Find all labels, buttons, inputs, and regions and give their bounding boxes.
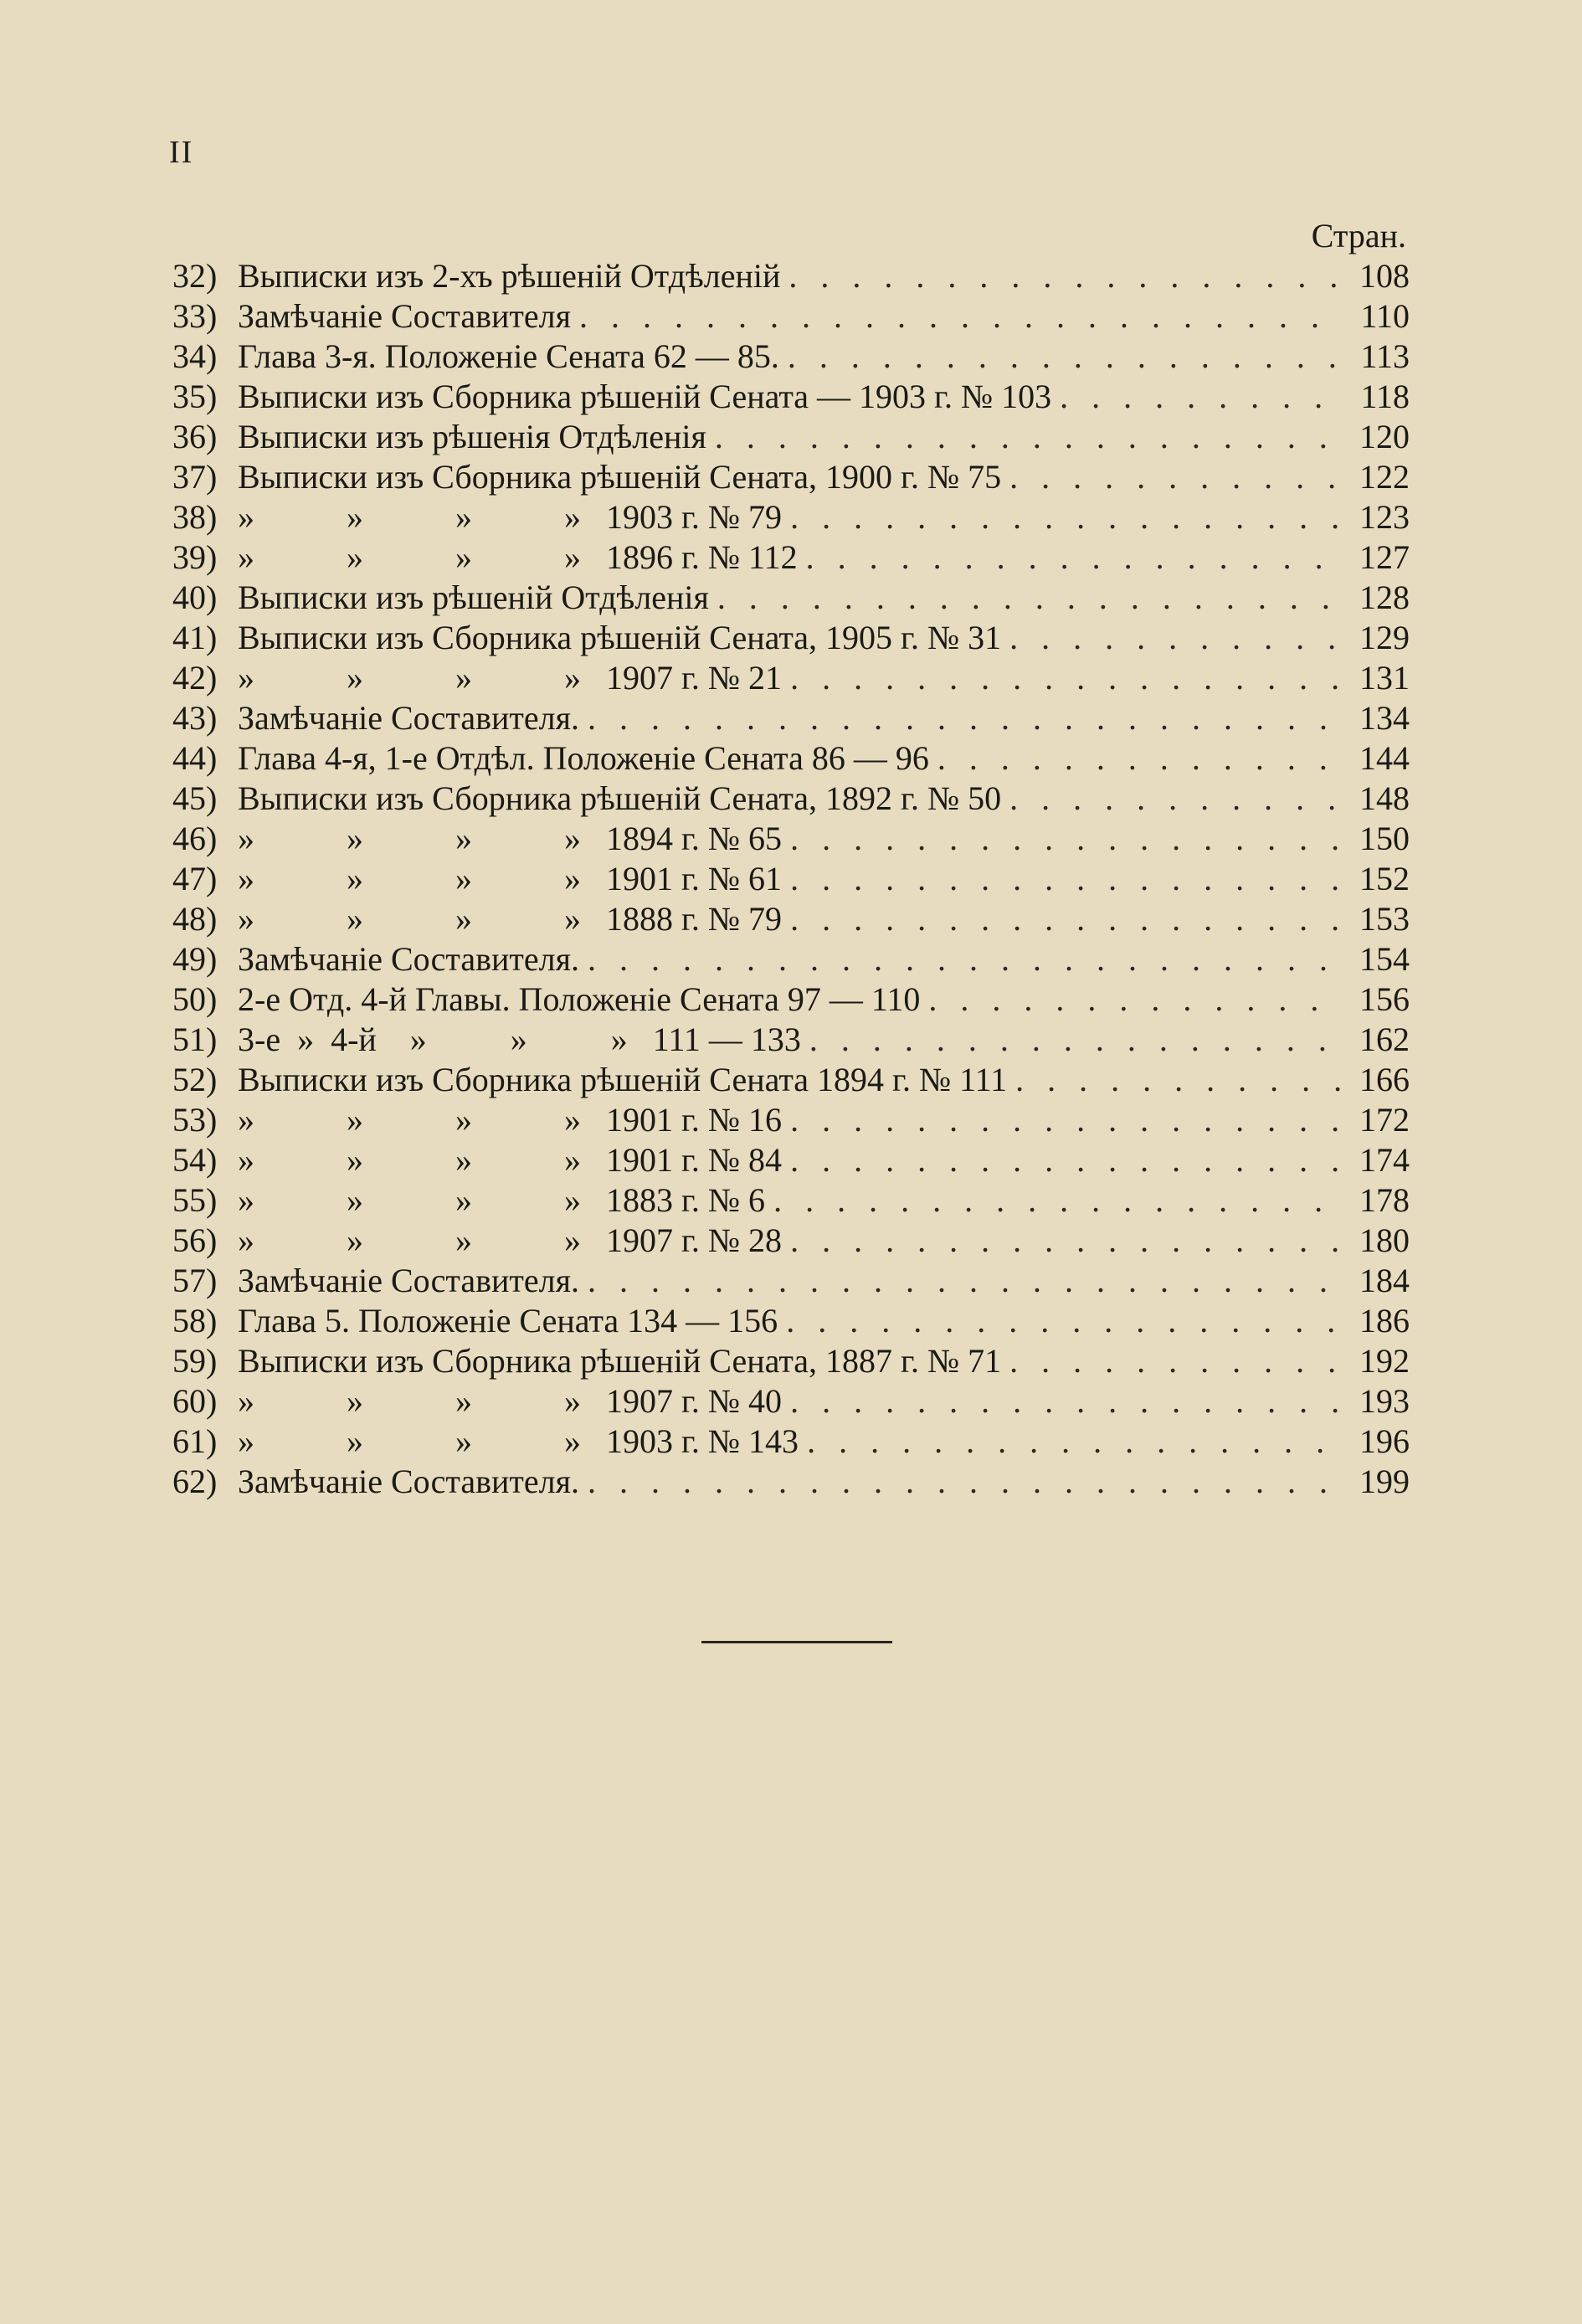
toc-dot-leader: [809, 1020, 1341, 1060]
toc-entry-title: Выписки изъ Сборника рѣшеній Сената — 1903 г. № 103: [238, 378, 1052, 415]
toc-entry-title: » » » » 1901 г. № 61: [238, 860, 783, 897]
toc-entry: [172, 899, 1410, 939]
toc-dot-leader: [790, 899, 1341, 939]
toc-entry-page: 199: [1359, 1463, 1410, 1500]
toc-entry-title: Выписки изъ Сборника рѣшеній Сената, 1892 г. № 50: [238, 779, 1002, 817]
toc-dot-leader: [790, 658, 1341, 698]
toc-entry: [172, 859, 1410, 899]
toc-dot-leader: [773, 1180, 1341, 1221]
toc-entry-title: » » » » 1894 г. № 65: [238, 820, 783, 857]
toc-dot-leader: [786, 1301, 1341, 1341]
toc-dot-leader: [588, 1261, 1341, 1301]
page-folio: II: [169, 135, 194, 170]
toc-dot-leader: [807, 1422, 1341, 1462]
toc-entry-title: » » » » 1901 г. № 84: [238, 1141, 783, 1179]
toc-entry-number: 49): [172, 940, 218, 978]
toc-entry-title: 2-е Отд. 4-й Главы. Положеніе Сената 97 — 110: [238, 980, 921, 1018]
toc-entry-number: 41): [172, 619, 218, 656]
toc-entry-number: 36): [172, 418, 218, 455]
toc-entry-title: Замѣчаніе Составителя: [238, 297, 572, 335]
toc-dot-leader: [928, 979, 1341, 1020]
toc-entry-title: Выписки изъ Сборника рѣшеній Сената, 1900 г. № 75: [238, 458, 1002, 496]
toc-entry-number: 35): [172, 378, 218, 415]
toc-dot-leader: [806, 537, 1341, 578]
toc-entry-number: 55): [172, 1181, 218, 1219]
toc-entry: [172, 698, 1410, 738]
toc-entry-number: 39): [172, 538, 218, 576]
toc-entry-number: 54): [172, 1141, 218, 1179]
toc-dot-leader: [1009, 618, 1341, 658]
toc-entry-page: 123: [1359, 498, 1410, 536]
toc-entry-title: » » » » 1888 г. № 79: [238, 900, 783, 938]
toc-entry-page: 118: [1360, 378, 1410, 415]
toc-entry-title: » » » » 1903 г. № 143: [238, 1422, 799, 1460]
toc-dot-leader: [588, 939, 1341, 979]
toc-entry: [172, 1301, 1410, 1341]
toc-entry-page: 134: [1359, 699, 1410, 737]
toc-entry-number: 61): [172, 1422, 218, 1460]
toc-entry-page: 152: [1359, 860, 1410, 897]
toc-entry-title: » » » » 1896 г. № 112: [238, 538, 798, 576]
toc-entry: [172, 1140, 1410, 1180]
toc-entry: [172, 417, 1410, 457]
toc-entry-page: 110: [1360, 297, 1410, 335]
toc-entry-number: 42): [172, 659, 218, 697]
toc-entry-number: 52): [172, 1061, 218, 1098]
toc-entry-number: 43): [172, 699, 218, 737]
toc-entry: [172, 1381, 1410, 1422]
toc-dot-leader: [790, 859, 1341, 899]
toc-entry-number: 62): [172, 1463, 218, 1500]
toc-entry-page: 186: [1359, 1302, 1410, 1339]
toc-entry-title: Выписки изъ Сборника рѣшеній Сената 1894 г. № 111: [238, 1061, 1008, 1098]
toc-entry-title: Выписки изъ рѣшенія Отдѣленія: [238, 418, 706, 455]
toc-entry: [172, 457, 1410, 497]
toc-entry: [172, 1462, 1410, 1502]
toc-entry-page: 196: [1359, 1422, 1410, 1460]
closing-rule: [701, 1641, 892, 1643]
toc-entry: [172, 979, 1410, 1020]
toc-entry-number: 32): [172, 257, 218, 295]
toc-dot-leader: [588, 698, 1341, 738]
toc-entry-title: Выписки изъ рѣшеній Отдѣленія: [238, 578, 709, 616]
toc-dot-leader: [788, 256, 1341, 296]
toc-entry-number: 40): [172, 578, 218, 616]
toc-entry-number: 57): [172, 1262, 218, 1299]
toc-dot-leader: [790, 1140, 1341, 1180]
toc-entry: [172, 256, 1410, 296]
toc-entry: [172, 939, 1410, 979]
toc-entry-title: Выписки изъ Сборника рѣшеній Сената, 1905 г. № 31: [238, 619, 1002, 656]
toc-entry-number: 33): [172, 297, 218, 335]
toc-entry-title: » » » » 1907 г. № 21: [238, 659, 783, 697]
toc-dot-leader: [715, 417, 1341, 457]
toc-entry-number: 45): [172, 779, 218, 817]
toc-entry-number: 38): [172, 498, 218, 536]
toc-entry: [172, 1422, 1410, 1462]
toc-entry-number: 53): [172, 1101, 218, 1139]
toc-entry-page: 154: [1359, 940, 1410, 978]
toc-entry-title: Глава 4-я, 1-е Отдѣл. Положеніе Сената 86 — 96: [238, 739, 929, 777]
toc-entry-page: 166: [1359, 1061, 1410, 1098]
toc-entry: [172, 819, 1410, 859]
toc-entry-page: 193: [1359, 1382, 1410, 1420]
toc-entry-title: Выписки изъ 2-хъ рѣшеній Отдѣленій: [238, 257, 781, 295]
toc-dot-leader: [1009, 1341, 1341, 1381]
toc-entry-title: » » » » 1903 г. № 79: [238, 498, 783, 536]
toc-entry-page: 178: [1359, 1181, 1410, 1219]
toc-entry-page: 108: [1359, 257, 1410, 295]
toc-dot-leader: [790, 497, 1341, 537]
toc-entry-number: 51): [172, 1021, 218, 1058]
toc-entry: [172, 1020, 1410, 1060]
toc-entry: [172, 578, 1410, 618]
toc-entry-page: 120: [1359, 418, 1410, 455]
toc-entry-title: » » » » 1901 г. № 16: [238, 1101, 783, 1139]
table-of-contents: [172, 256, 1410, 1502]
toc-entry: [172, 779, 1410, 819]
toc-dot-leader: [790, 1221, 1341, 1261]
toc-dot-leader: [1060, 377, 1341, 417]
toc-dot-leader: [1009, 779, 1341, 819]
toc-entry-title: Замѣчаніе Составителя.: [238, 1262, 580, 1299]
toc-entry-number: 60): [172, 1382, 218, 1420]
toc-entry: [172, 1341, 1410, 1381]
toc-entry-number: 37): [172, 458, 218, 496]
toc-entry-page: 174: [1359, 1141, 1410, 1179]
toc-dot-leader: [588, 1462, 1341, 1502]
toc-entry-number: 44): [172, 739, 218, 777]
toc-entry: [172, 618, 1410, 658]
toc-dot-leader: [937, 738, 1341, 779]
toc-entry-page: 129: [1359, 619, 1410, 656]
toc-dot-leader: [790, 1381, 1341, 1422]
toc-dot-leader: [717, 578, 1341, 618]
toc-entry-page: 172: [1359, 1101, 1410, 1139]
toc-entry-page: 192: [1359, 1342, 1410, 1380]
toc-entry-title: » » » » 1883 г. № 6: [238, 1181, 766, 1219]
toc-dot-leader: [579, 296, 1341, 337]
toc-entry-page: 180: [1359, 1221, 1410, 1259]
toc-entry: [172, 738, 1410, 779]
toc-entry-page: 113: [1360, 337, 1410, 375]
page-column-header: Стран.: [1311, 217, 1406, 255]
toc-entry: [172, 1180, 1410, 1221]
toc-entry-title: Выписки изъ Сборника рѣшеній Сената, 1887 г. № 71: [238, 1342, 1002, 1380]
toc-entry-title: 3-е » 4-й » » » 111 — 133: [238, 1021, 801, 1058]
toc-entry-number: 56): [172, 1221, 218, 1259]
toc-entry: [172, 1261, 1410, 1301]
toc-entry-title: » » » » 1907 г. № 28: [238, 1221, 783, 1259]
toc-entry-number: 59): [172, 1342, 218, 1380]
toc-entry: [172, 497, 1410, 537]
toc-entry-title: Глава 5. Положеніе Сената 134 — 156: [238, 1302, 778, 1339]
toc-entry-number: 46): [172, 820, 218, 857]
toc-entry-page: 162: [1359, 1021, 1410, 1058]
toc-entry-page: 128: [1359, 578, 1410, 616]
toc-dot-leader: [788, 337, 1341, 377]
toc-entry-page: 144: [1359, 739, 1410, 777]
toc-entry-page: 184: [1359, 1262, 1410, 1299]
toc-entry: [172, 658, 1410, 698]
toc-entry-number: 47): [172, 860, 218, 897]
toc-entry-page: 153: [1359, 900, 1410, 938]
toc-entry: [172, 537, 1410, 578]
toc-entry-page: 148: [1359, 779, 1410, 817]
toc-entry-number: 50): [172, 980, 218, 1018]
toc-entry-page: 156: [1359, 980, 1410, 1018]
toc-entry-title: Замѣчаніе Составителя.: [238, 699, 580, 737]
toc-entry-number: 58): [172, 1302, 218, 1339]
toc-entry-title: » » » » 1907 г. № 40: [238, 1382, 783, 1420]
toc-entry-number: 48): [172, 900, 218, 938]
toc-entry: [172, 1100, 1410, 1140]
toc-entry: [172, 377, 1410, 417]
toc-entry-title: Глава 3-я. Положеніе Сената 62 — 85.: [238, 337, 779, 375]
toc-entry: [172, 296, 1410, 337]
toc-entry-page: 131: [1359, 659, 1410, 697]
toc-dot-leader: [1015, 1060, 1341, 1100]
toc-dot-leader: [790, 1100, 1341, 1140]
toc-entry-number: 34): [172, 337, 218, 375]
toc-entry-page: 127: [1359, 538, 1410, 576]
toc-entry: [172, 337, 1410, 377]
toc-dot-leader: [790, 819, 1341, 859]
toc-dot-leader: [1009, 457, 1341, 497]
toc-entry-page: 150: [1359, 820, 1410, 857]
toc-entry: [172, 1221, 1410, 1261]
toc-entry: [172, 1060, 1410, 1100]
toc-entry-title: Замѣчаніе Составителя.: [238, 1463, 580, 1500]
toc-entry-page: 122: [1359, 458, 1410, 496]
toc-entry-title: Замѣчаніе Составителя.: [238, 940, 580, 978]
